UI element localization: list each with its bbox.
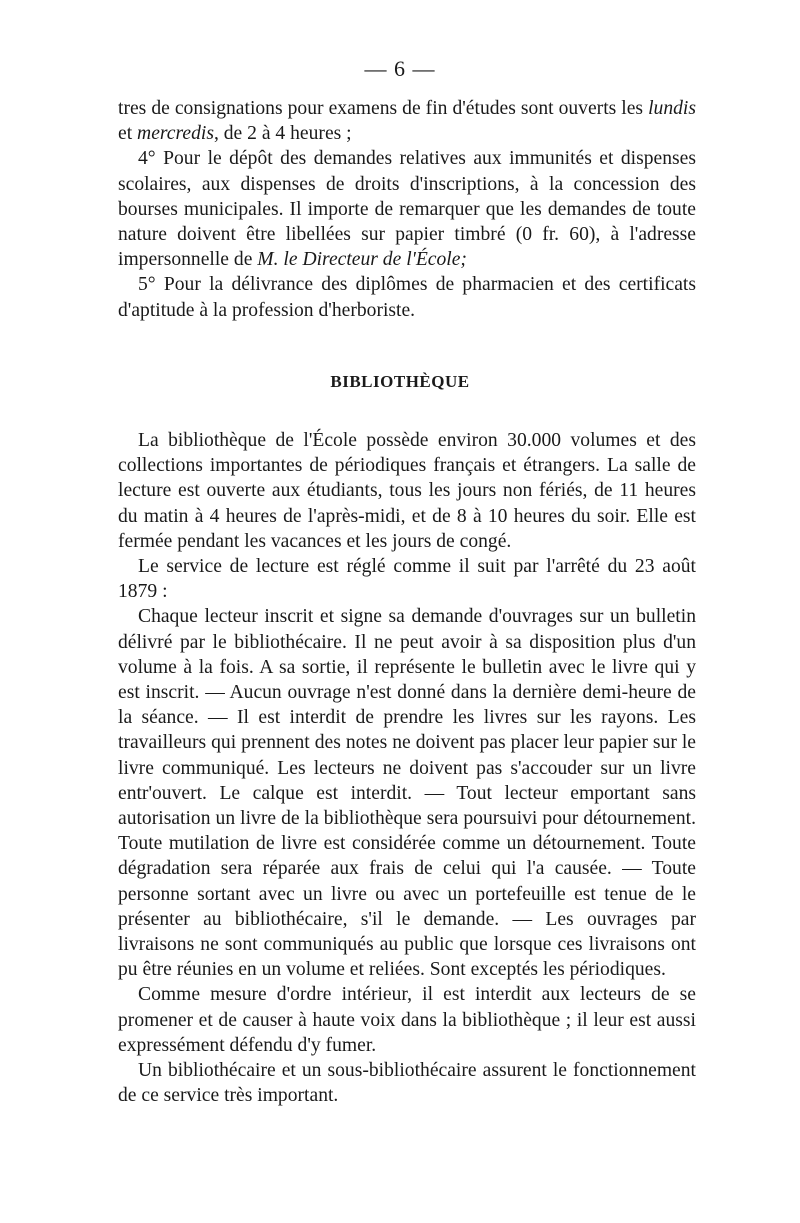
- paragraph-ordre: Comme mesure d'ordre intérieur, il est interdit aux lecteurs de se promener et de causer à haute voix dans la bibliothèque ; il leur est aussi expressément défendu d'y fumer.: [118, 984, 696, 1056]
- text-run: tres de consignations pour examens de fin d'études sont ouverts les: [118, 98, 649, 119]
- text-run: et: [118, 123, 138, 145]
- paragraph-diplomes: 5° Pour la délivrance des diplômes de pharmacien et des certificats d'aptitude à la profession d'herboriste.: [118, 274, 696, 321]
- paragraph-regles: Chaque lecteur inscrit et signe sa demande d'ouvrages sur un bulletin délivré par le bibliothécaire. Il ne peut avoir à sa disposition plus d'un volume à la fois. A sa sortie, il représente le bulletin avec le livre qui y est inscrit. — Aucun ouvrage n'est donné dans la dernière demi-heure de la séance. — Il est interdit de prendre les livres sur les rayons. Les travailleurs qui prennent des notes ne doivent pas placer leur papier sur le livre communiqué. Les lecteurs ne doivent pas s'accouder sur un livre entr'ouvert. Le calque est interdit. — Tout lecteur emportant sans autorisation un livre de la bibliothèque sera poursuivi pour détournement. Toute mutilation de livre est considérée comme un détournement. Toute dégradation sera réparée aux frais de celui qui l'a causée. — Toute personne sortant avec un livre ou avec un portefeuille est tenue de le présenter au bibliothécaire, s'il le demande. — Les ouvrages par livraisons ne sont communiqués au public que lorsque ces livraisons ont pu être réunies en un volume et reliées. Sont exceptés les périodiques.: [118, 606, 696, 981]
- paragraph-personnel: Un bibliothécaire et un sous-bibliothécaire assurent le fonctionnement de ce service très important.: [118, 1060, 696, 1107]
- italic-mercredis: mercredis: [137, 123, 214, 145]
- text-run: 4° Pour le dépôt des demandes relatives aux immunités et dispenses scolaires, aux dispenses de droits d'inscriptions, à la concession des bourses municipales. Il importe de remarquer que les demandes de toute nature doivent être libellées sur papier timbré (0 fr. 60), à l'adresse impersonnelle de: [118, 148, 696, 271]
- section-text: [118, 428, 696, 1108]
- page-number: — 6 —: [364, 56, 436, 81]
- italic-lundis: lundis: [648, 98, 696, 119]
- paragraph-service: Le service de lecture est réglé comme il suit par l'arrêté du 23 août 1879 :: [118, 556, 696, 603]
- intro-text: [118, 96, 696, 323]
- section-heading: BIBLIOTHÈQUE: [330, 372, 470, 391]
- paragraph-consignations: [118, 96, 696, 146]
- text-run: , de 2 à 4 heures ;: [213, 123, 352, 145]
- italic-address: M. le Directeur de l'École;: [257, 249, 467, 271]
- paragraph-immunites: [118, 146, 696, 272]
- paragraph-bibliotheque: La bibliothèque de l'École possède environ 30.000 volumes et des collections importantes de périodiques français et étrangers. La salle de lecture est ouverte aux étudiants, tous les jours non fériés, de 11 heures du matin à 4 heures de l'après-midi, et de 8 à 10 heures du soir. Elle est fermée pendant les vacances et les jours de congé.: [118, 430, 696, 552]
